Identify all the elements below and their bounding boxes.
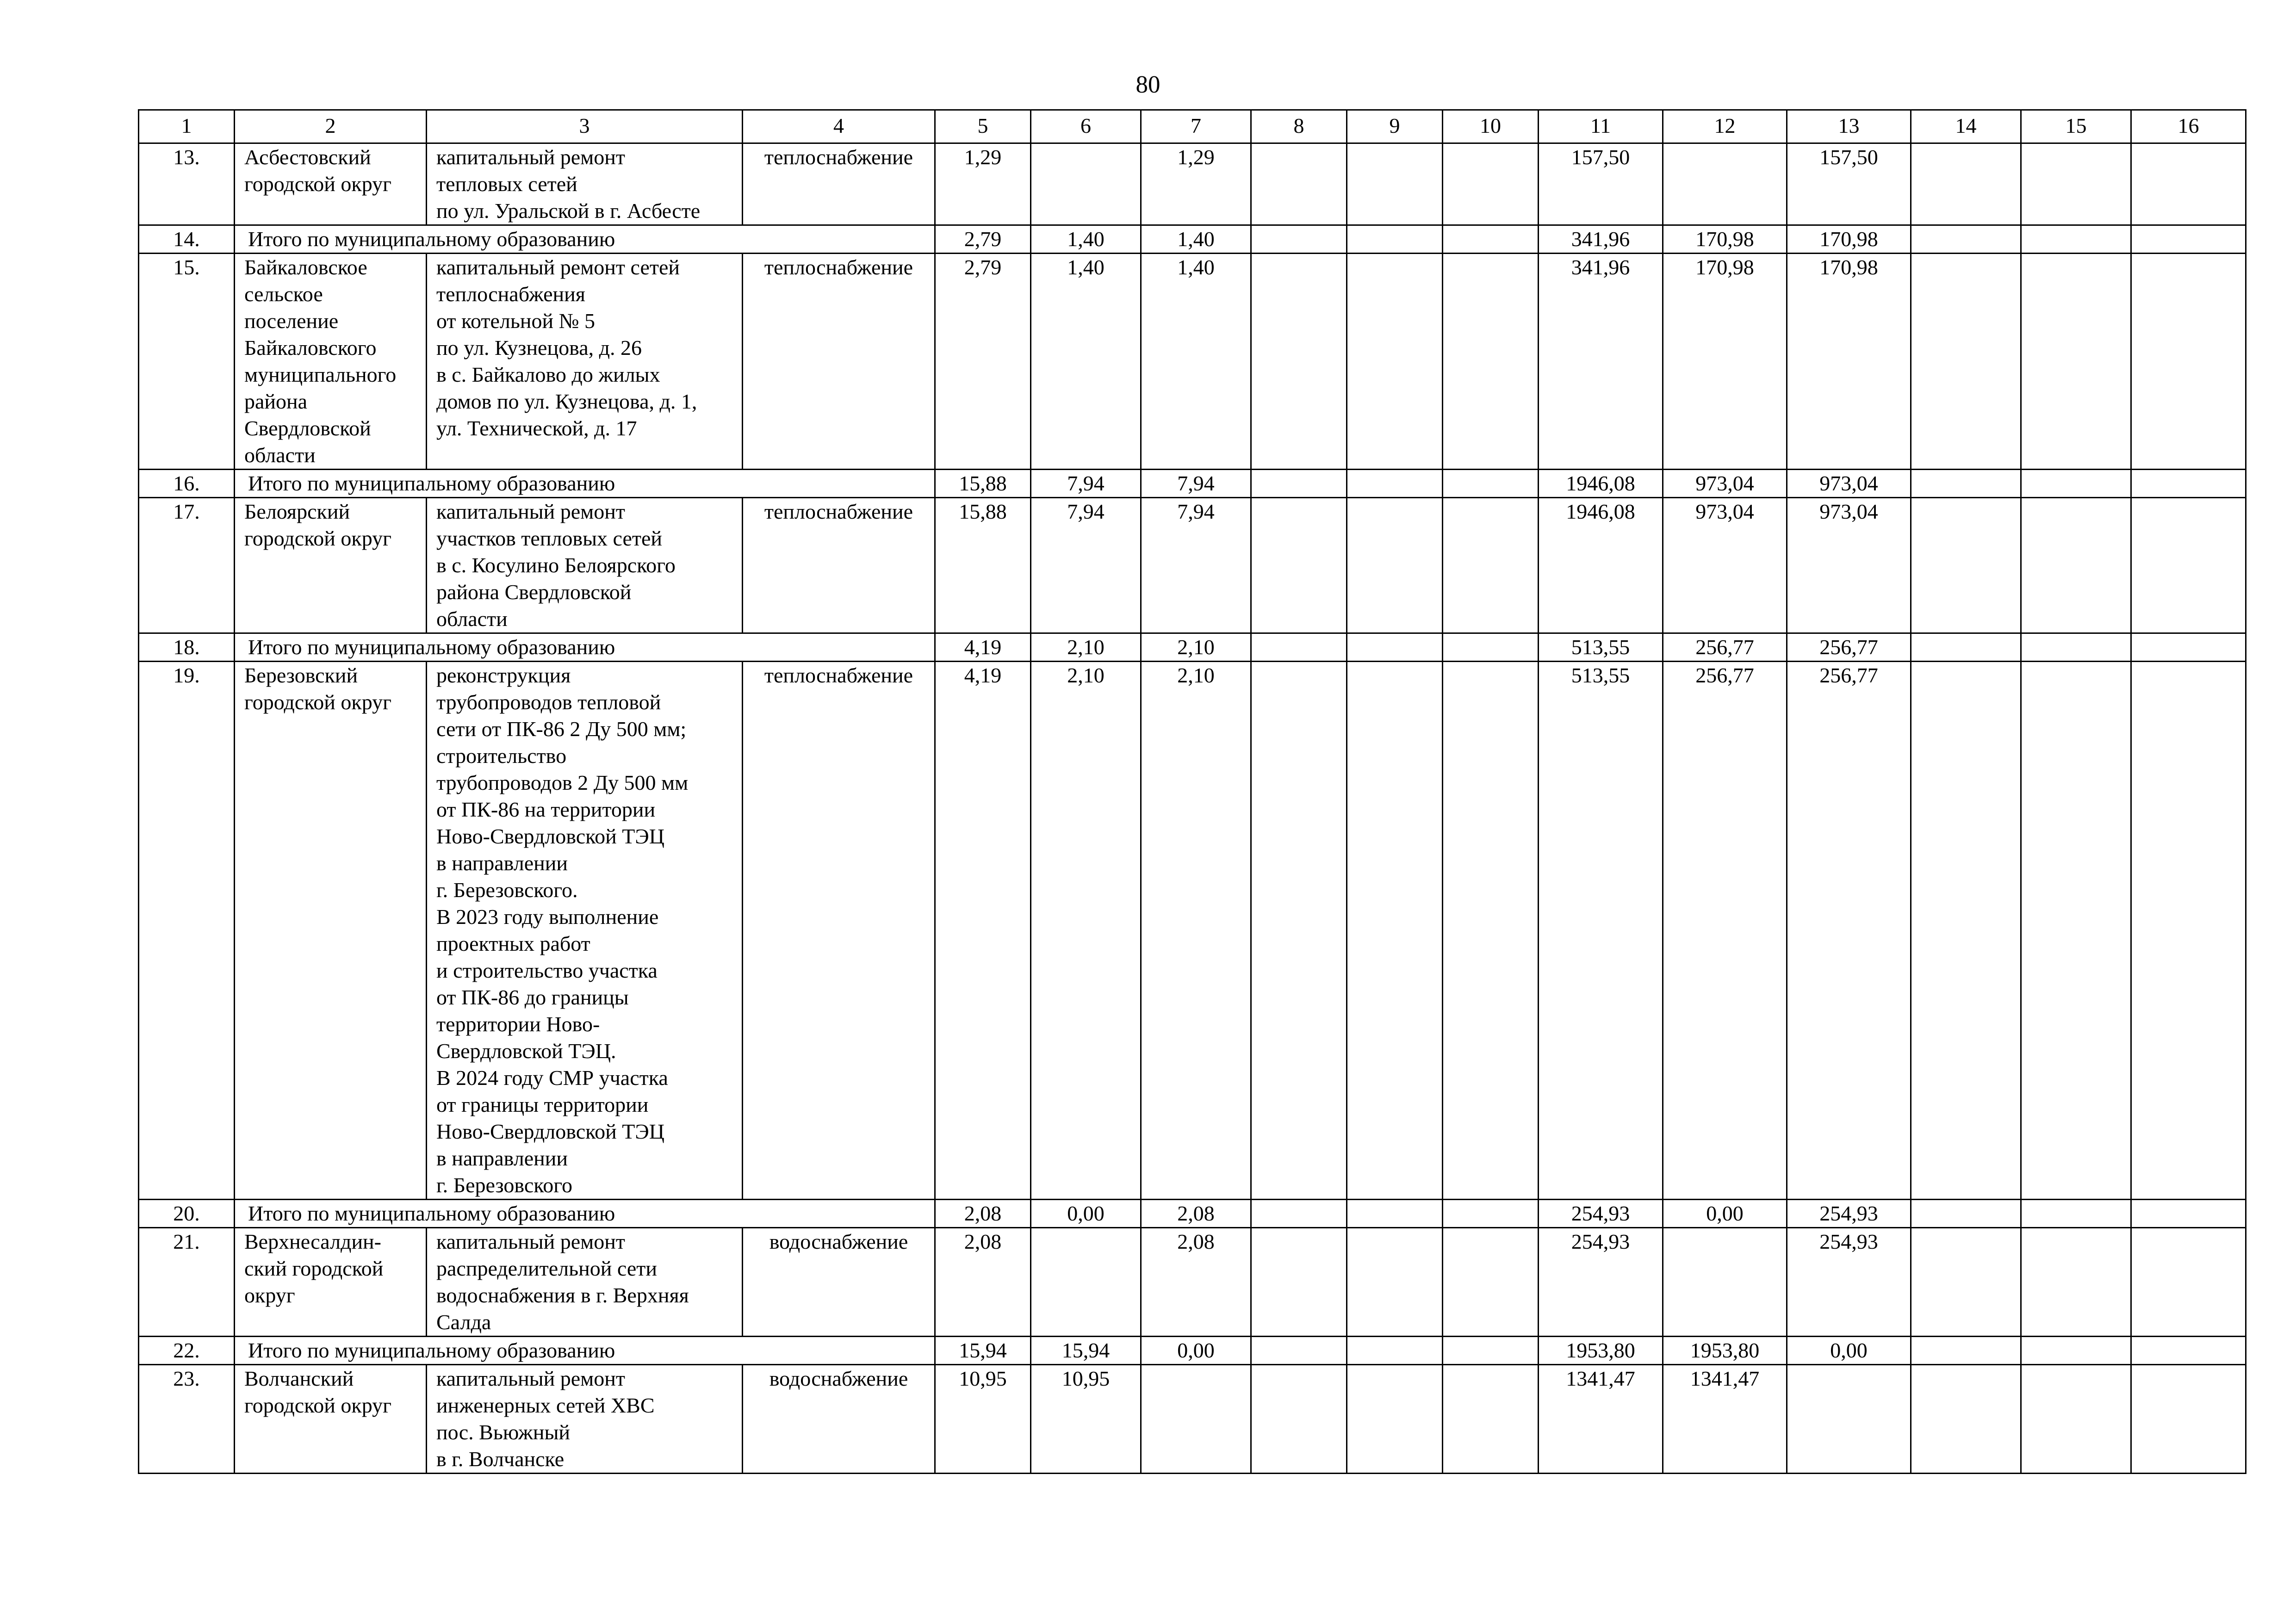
value-cell-11: 341,96 [1539,254,1663,470]
value-cell-5: 2,08 [935,1200,1031,1228]
value-cell-7: 7,94 [1141,470,1251,498]
row-number: 19. [139,662,235,1200]
service-category: теплоснабжение [743,662,935,1200]
value-cell-13: 170,98 [1787,254,1911,470]
column-header-6: 6 [1031,110,1141,143]
value-cell-8 [1251,470,1347,498]
total-row [139,633,2246,662]
value-cell-14 [1911,1228,2021,1337]
value-cell-5: 2,79 [935,225,1031,254]
row-number: 21. [139,1228,235,1337]
municipality-name: Волчанский городской округ [235,1365,427,1474]
service-category: теплоснабжение [743,143,935,225]
value-cell-14 [1911,143,2021,225]
value-cell-16 [2131,470,2246,498]
value-cell-14 [1911,1200,2021,1228]
value-cell-14 [1911,254,2021,470]
value-cell-11: 1953,80 [1539,1337,1663,1365]
table-row [139,1365,2246,1474]
value-cell-9 [1347,470,1443,498]
value-cell-9 [1347,1228,1443,1337]
value-cell-5: 4,19 [935,633,1031,662]
value-cell-12: 256,77 [1663,662,1787,1200]
value-cell-14 [1911,470,2021,498]
value-cell-14 [1911,1337,2021,1365]
value-cell-16 [2131,498,2246,633]
total-label: Итого по муниципальному образованию [235,633,935,662]
project-description: капитальный ремонт участков тепловых сетей в с. Косулино Белоярского района Свердловской области [427,498,743,633]
value-cell-12: 170,98 [1663,254,1787,470]
value-cell-6: 1,40 [1031,225,1141,254]
value-cell-8 [1251,1228,1347,1337]
value-cell-8 [1251,1337,1347,1365]
table-row [139,662,2246,1200]
value-cell-9 [1347,662,1443,1200]
value-cell-16 [2131,254,2246,470]
table-row [139,498,2246,633]
service-category: теплоснабжение [743,254,935,470]
value-cell-5: 2,79 [935,254,1031,470]
column-header-1: 1 [139,110,235,143]
value-cell-10 [1443,633,1539,662]
value-cell-9 [1347,225,1443,254]
municipality-name: Березовский городской округ [235,662,427,1200]
value-cell-7: 1,40 [1141,225,1251,254]
row-number: 18. [139,633,235,662]
value-cell-15 [2021,143,2131,225]
value-cell-13: 0,00 [1787,1337,1911,1365]
value-cell-6 [1031,143,1141,225]
value-cell-14 [1911,662,2021,1200]
value-cell-8 [1251,254,1347,470]
value-cell-13: 254,93 [1787,1200,1911,1228]
header-row [139,110,2246,143]
value-cell-10 [1443,1200,1539,1228]
total-label: Итого по муниципальному образованию [235,1200,935,1228]
value-cell-6: 1,40 [1031,254,1141,470]
column-header-15: 15 [2021,110,2131,143]
total-label: Итого по муниципальному образованию [235,1337,935,1365]
value-cell-9 [1347,254,1443,470]
value-cell-15 [2021,633,2131,662]
municipality-name: Асбестовский городской округ [235,143,427,225]
total-row [139,225,2246,254]
value-cell-5: 10,95 [935,1365,1031,1474]
municipality-name: Байкаловское сельское поселение Байкаловского муниципального района Свердловской области [235,254,427,470]
value-cell-16 [2131,1228,2246,1337]
value-cell-8 [1251,225,1347,254]
column-header-8: 8 [1251,110,1347,143]
value-cell-12: 973,04 [1663,498,1787,633]
table-row [139,1228,2246,1337]
project-description: реконструкция трубопроводов тепловой сети от ПК-86 2 Ду 500 мм; строительство трубопроводов 2 Ду 500 мм от ПК-86 на территории Ново-Свердловской ТЭЦ в направлении г. Березовского. В 2023 году выполнение проектных работ и строительство участка от ПК-86 до границы территории Ново- Свердловской ТЭЦ. В 2024 году СМР участка от границы территории Ново-Свердловской ТЭЦ в направлении г. Березовского [427,662,743,1200]
project-description: капитальный ремонт инженерных сетей ХВС пос. Вьюжный в г. Волчанске [427,1365,743,1474]
value-cell-7: 1,29 [1141,143,1251,225]
value-cell-15 [2021,470,2131,498]
table-row [139,254,2246,470]
value-cell-15 [2021,1365,2131,1474]
service-category: теплоснабжение [743,498,935,633]
column-header-3: 3 [427,110,743,143]
column-header-7: 7 [1141,110,1251,143]
value-cell-12: 1341,47 [1663,1365,1787,1474]
value-cell-12: 0,00 [1663,1200,1787,1228]
value-cell-8 [1251,662,1347,1200]
value-cell-6: 15,94 [1031,1337,1141,1365]
value-cell-7: 0,00 [1141,1337,1251,1365]
value-cell-15 [2021,225,2131,254]
column-header-5: 5 [935,110,1031,143]
row-number: 23. [139,1365,235,1474]
value-cell-12: 1953,80 [1663,1337,1787,1365]
project-description: капитальный ремонт тепловых сетей по ул. Уральской в г. Асбесте [427,143,743,225]
column-header-14: 14 [1911,110,2021,143]
value-cell-15 [2021,1228,2131,1337]
value-cell-16 [2131,1337,2246,1365]
value-cell-12: 256,77 [1663,633,1787,662]
value-cell-7: 2,10 [1141,662,1251,1200]
value-cell-14 [1911,1365,2021,1474]
row-number: 14. [139,225,235,254]
municipality-name: Белоярский городской округ [235,498,427,633]
value-cell-5: 1,29 [935,143,1031,225]
service-category: водоснабжение [743,1365,935,1474]
municipality-name: Верхнесалдин- ский городской округ [235,1228,427,1337]
value-cell-15 [2021,662,2131,1200]
value-cell-13: 254,93 [1787,1228,1911,1337]
value-cell-8 [1251,633,1347,662]
value-cell-7 [1141,1365,1251,1474]
data-table [138,109,2246,1474]
value-cell-9 [1347,143,1443,225]
project-description: капитальный ремонт распределительной сети водоснабжения в г. Верхняя Салда [427,1228,743,1337]
column-header-13: 13 [1787,110,1911,143]
value-cell-10 [1443,254,1539,470]
value-cell-8 [1251,1200,1347,1228]
value-cell-14 [1911,225,2021,254]
value-cell-6: 7,94 [1031,498,1141,633]
total-row [139,1200,2246,1228]
page-number: 80 [1136,71,1160,98]
value-cell-7: 1,40 [1141,254,1251,470]
value-cell-16 [2131,1365,2246,1474]
value-cell-10 [1443,470,1539,498]
column-header-11: 11 [1539,110,1663,143]
row-number: 17. [139,498,235,633]
value-cell-13: 256,77 [1787,662,1911,1200]
value-cell-10 [1443,225,1539,254]
row-number: 13. [139,143,235,225]
value-cell-9 [1347,1337,1443,1365]
value-cell-11: 513,55 [1539,662,1663,1200]
value-cell-6: 7,94 [1031,470,1141,498]
value-cell-5: 15,88 [935,498,1031,633]
project-description: капитальный ремонт сетей теплоснабжения от котельной № 5 по ул. Кузнецова, д. 26 в с. Байкалово до жилых домов по ул. Кузнецова, д. 1, ул. Технической, д. 17 [427,254,743,470]
value-cell-5: 2,08 [935,1228,1031,1337]
value-cell-11: 254,93 [1539,1228,1663,1337]
value-cell-10 [1443,143,1539,225]
value-cell-9 [1347,498,1443,633]
value-cell-5: 4,19 [935,662,1031,1200]
total-label: Итого по муниципальному образованию [235,225,935,254]
value-cell-12 [1663,1228,1787,1337]
value-cell-15 [2021,1337,2131,1365]
column-header-4: 4 [743,110,935,143]
value-cell-9 [1347,1200,1443,1228]
total-row [139,1337,2246,1365]
value-cell-6: 2,10 [1031,662,1141,1200]
value-cell-11: 513,55 [1539,633,1663,662]
column-header-12: 12 [1663,110,1787,143]
value-cell-10 [1443,1228,1539,1337]
value-cell-12: 170,98 [1663,225,1787,254]
value-cell-11: 254,93 [1539,1200,1663,1228]
total-row [139,470,2246,498]
value-cell-12: 973,04 [1663,470,1787,498]
total-label: Итого по муниципальному образованию [235,470,935,498]
value-cell-14 [1911,498,2021,633]
value-cell-7: 2,08 [1141,1200,1251,1228]
row-number: 16. [139,470,235,498]
value-cell-8 [1251,498,1347,633]
row-number: 15. [139,254,235,470]
row-number: 20. [139,1200,235,1228]
row-number: 22. [139,1337,235,1365]
value-cell-13: 256,77 [1787,633,1911,662]
value-cell-6: 0,00 [1031,1200,1141,1228]
value-cell-10 [1443,498,1539,633]
value-cell-11: 1946,08 [1539,470,1663,498]
column-header-16: 16 [2131,110,2246,143]
value-cell-11: 157,50 [1539,143,1663,225]
value-cell-9 [1347,633,1443,662]
value-cell-11: 1946,08 [1539,498,1663,633]
column-header-2: 2 [235,110,427,143]
value-cell-16 [2131,225,2246,254]
value-cell-16 [2131,143,2246,225]
value-cell-6: 2,10 [1031,633,1141,662]
value-cell-7: 7,94 [1141,498,1251,633]
value-cell-6: 10,95 [1031,1365,1141,1474]
value-cell-9 [1347,1365,1443,1474]
value-cell-12 [1663,143,1787,225]
value-cell-5: 15,94 [935,1337,1031,1365]
column-header-9: 9 [1347,110,1443,143]
value-cell-13: 973,04 [1787,470,1911,498]
value-cell-14 [1911,633,2021,662]
value-cell-16 [2131,1200,2246,1228]
value-cell-15 [2021,1200,2131,1228]
value-cell-6 [1031,1228,1141,1337]
value-cell-8 [1251,143,1347,225]
value-cell-13: 973,04 [1787,498,1911,633]
value-cell-7: 2,08 [1141,1228,1251,1337]
value-cell-11: 341,96 [1539,225,1663,254]
service-category: водоснабжение [743,1228,935,1337]
value-cell-15 [2021,498,2131,633]
value-cell-10 [1443,1365,1539,1474]
value-cell-10 [1443,662,1539,1200]
table-row [139,143,2246,225]
value-cell-16 [2131,662,2246,1200]
value-cell-5: 15,88 [935,470,1031,498]
value-cell-7: 2,10 [1141,633,1251,662]
value-cell-13: 157,50 [1787,143,1911,225]
value-cell-16 [2131,633,2246,662]
column-header-10: 10 [1443,110,1539,143]
value-cell-13: 170,98 [1787,225,1911,254]
value-cell-13 [1787,1365,1911,1474]
value-cell-8 [1251,1365,1347,1474]
value-cell-11: 1341,47 [1539,1365,1663,1474]
value-cell-10 [1443,1337,1539,1365]
value-cell-15 [2021,254,2131,470]
